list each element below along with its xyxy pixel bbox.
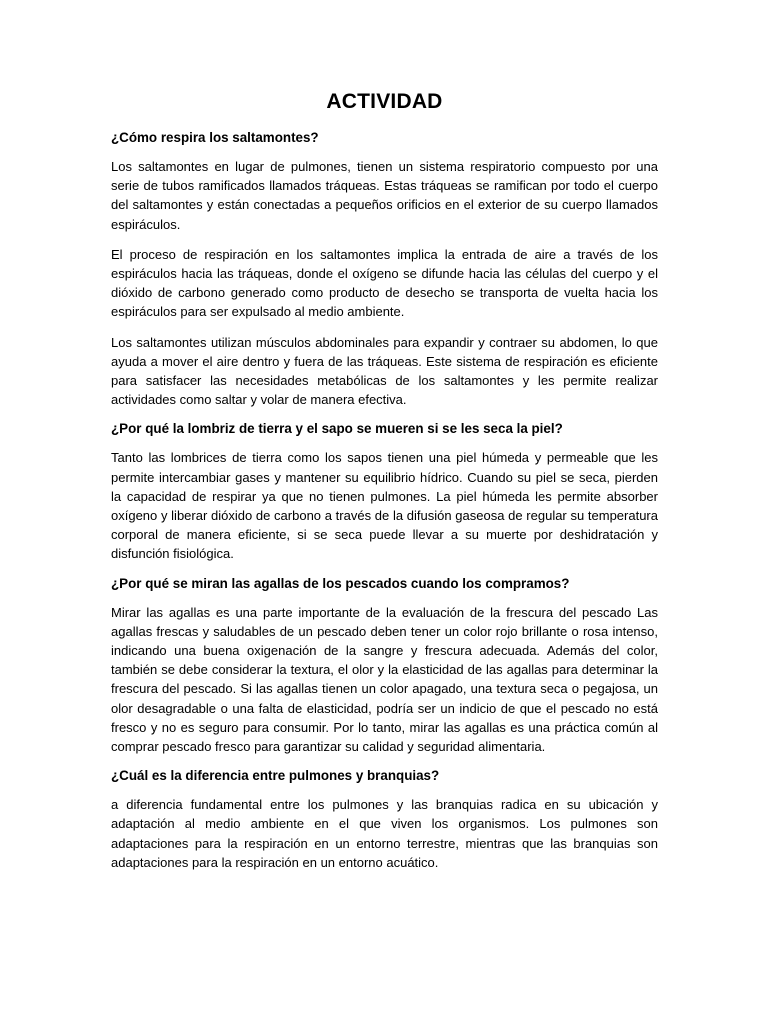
section-question: ¿Cuál es la diferencia entre pulmones y branquias? <box>111 768 440 784</box>
section-question: ¿Por qué se miran las agallas de los pescados cuando los compramos? <box>111 575 570 591</box>
section-earthworm-toad-skin <box>111 419 658 563</box>
section-lungs-vs-gills <box>111 766 658 872</box>
section-paragraph: Los saltamontes en lugar de pulmones, tienen un sistema respiratorio compuesto por una serie de tubos ramificados llamados tráqueas. Estas tráqueas se ramifican por todo el cuerpo del saltamontes y están conectadas a pequeños orificios en el exterior de su cuerpo llamados espiráculos. <box>111 159 658 232</box>
section-paragraph: a diferencia fundamental entre los pulmones y las branquias radica en su ubicación y adaptación al medio ambiente en el que viven los organismos. Los pulmones son adaptaciones para la respiración en un entorno terrestre, mientras que las branquias son adaptaciones para la respiración en un entorno acuático. <box>111 797 658 870</box>
section-grasshopper-respiration <box>111 128 658 409</box>
section-paragraph: Los saltamontes utilizan músculos abdominales para expandir y contraer su abdomen, lo que ayuda a mover el aire dentro y fuera de las tráqueas. Este sistema de respiración es eficiente para satisfacer las necesidades metabólicas de los saltamontes y les permite realizar actividades como saltar y volar de manera efectiva. <box>111 334 658 408</box>
section-question: ¿Cómo respira los saltamontes? <box>111 130 319 145</box>
section-paragraph: Mirar las agallas es una parte importante de la evaluación de la frescura del pescado Las agallas frescas y saludables de un pescado deben tener un color rojo brillante o rosa intenso, indicando una buena oxigenación de la sangre y frescura adecuada. Además del color, también se debe considerar la textura, el olor y la elasticidad de las agallas para determinar la frescura del pescado. Si las agallas tienen un color apagado, una textura seca o pegajosa, un olor desagradable o una falta de elasticidad, podría ser un indicio de que el pescado no está fresco y no es seguro para consumir. Por lo tanto, mirar las agallas es una práctica común al comprar pescado fresco para garantizar su calidad y seguridad alimentaria. <box>111 604 658 755</box>
section-paragraph: El proceso de respiración en los saltamontes implica la entrada de aire a través de los espiráculos hacia las tráqueas, donde el oxígeno se difunde hacia las células del cuerpo y el dióxido de carbono generado como producto de desecho se transporta de vuelta hacia los espiráculos para ser expulsado al medio ambiente. <box>111 246 658 320</box>
document-title: ACTIVIDAD <box>326 90 443 113</box>
section-paragraph: Tanto las lombrices de tierra como los sapos tienen una piel húmeda y permeable que les permite intercambiar gases y mantener su equilibrio hídrico. Cuando su piel se seca, pierden la capacidad de respirar ya que no tienen pulmones. La piel húmeda les permite absorber oxígeno y liberar dióxido de carbono a través de la difusión gaseosa de regular su temperatura corporal de manera eficiente, si se seca puede llevar a su muerte por deshidratación y disfunción fisiológica. <box>111 450 658 562</box>
document-content <box>111 88 658 882</box>
section-question: ¿Por qué la lombriz de tierra y el sapo se mueren si se les seca la piel? <box>111 421 563 437</box>
section-fish-gills <box>111 574 658 757</box>
